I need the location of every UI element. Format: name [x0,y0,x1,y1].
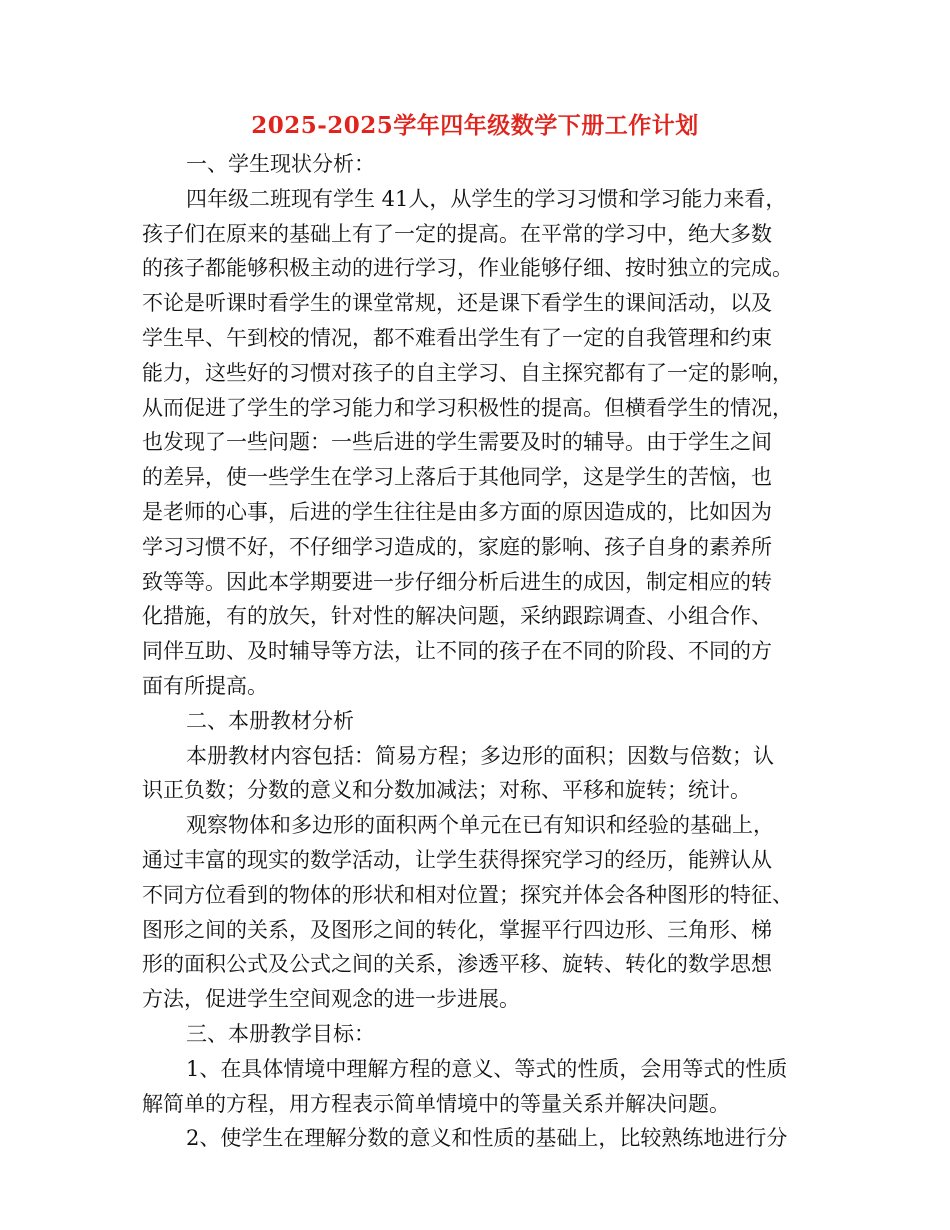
text-line: 一、学生现状分析： [186,152,375,176]
text-line: 观察物体和多边形的面积两个单元在已有知识和经验的基础上， [186,813,774,838]
text-line: 是老师的心事，后进的学生往往是由多方面的原因造成的，比如因为 [142,499,772,524]
document-body [142,147,808,1156]
text-line: 孩子们在原来的基础上有了一定的提高。在平常的学习中，绝大多数 [142,221,772,246]
text-line: 四年级二班现有学生 41人，从学生的学习习惯和学习能力来看， [186,186,787,211]
text-line: 本册教材内容包括：简易方程；多边形的面积；因数与倍数；认 [186,743,774,768]
text-line: 从而促进了学生的学习能力和学习积极性的提高。但横看学生的情况， [142,395,793,420]
text-line: 识正负数；分数的意义和分数加减法；对称、平移和旋转；统计。 [142,778,751,803]
text-line: 解简单的方程，用方程表示简单情境中的等量关系并解决问题。 [142,1091,730,1116]
text-line: 二、本册教材分析 [186,708,354,733]
text-line: 方法，促进学生空间观念的进一步进展。 [142,987,520,1012]
text-line: 也发现了一些问题：一些后进的学生需要及时的辅导。由于学生之间 [142,430,772,455]
text-line: 不论是听课时看学生的课堂常规，还是课下看学生的课间活动，以及 [142,291,772,316]
text-line: 2、使学生在理解分数的意义和性质的基础上，比较熟练地进行分 [186,1126,788,1151]
text-line: 不同方位看到的物体的形状和相对位置；探究并体会各种图形的特征、 [142,882,793,907]
text-line: 形的面积公式及公式之间的关系，渗透平移、旋转、转化的数学思想 [142,952,772,977]
document-title: 2025-2025学年四年级数学下册工作计划 [251,112,699,139]
text-line: 同伴互助、及时辅导等方法，让不同的孩子在不同的阶段、不同的方 [142,639,772,664]
text-line: 学生早、午到校的情况，都不难看出学生有了一定的自我管理和约束 [142,325,772,350]
text-line: 的孩子都能够积极主动的进行学习，作业能够仔细、按时独立的完成。 [142,256,793,281]
text-line: 面有所提高。 [142,673,268,698]
text-line: 致等等。因此本学期要进一步仔细分析后进生的成因，制定相应的转 [142,569,772,594]
text-line: 学习习惯不好，不仔细学习造成的，家庭的影响、孩子自身的素养所 [142,534,772,559]
text-line: 的差异，使一些学生在学习上落后于其他同学，这是学生的苦恼，也 [142,465,772,490]
text-line: 化措施，有的放矢，针对性的解决问题，采纳跟踪调查、小组合作、 [142,604,772,629]
text-line: 能力，这些好的习惯对孩子的自主学习、自主探究都有了一定的影响， [142,360,793,385]
text-line: 图形之间的关系，及图形之间的转化，掌握平行四边形、三角形、梯 [142,917,772,942]
text-line: 1、在具体情境中理解方程的意义、等式的性质，会用等式的性质 [186,1056,788,1081]
text-line: 通过丰富的现实的数学活动，让学生获得探究学习的经历，能辨认从 [142,847,772,872]
text-line: 三、本册教学目标： [186,1021,375,1046]
